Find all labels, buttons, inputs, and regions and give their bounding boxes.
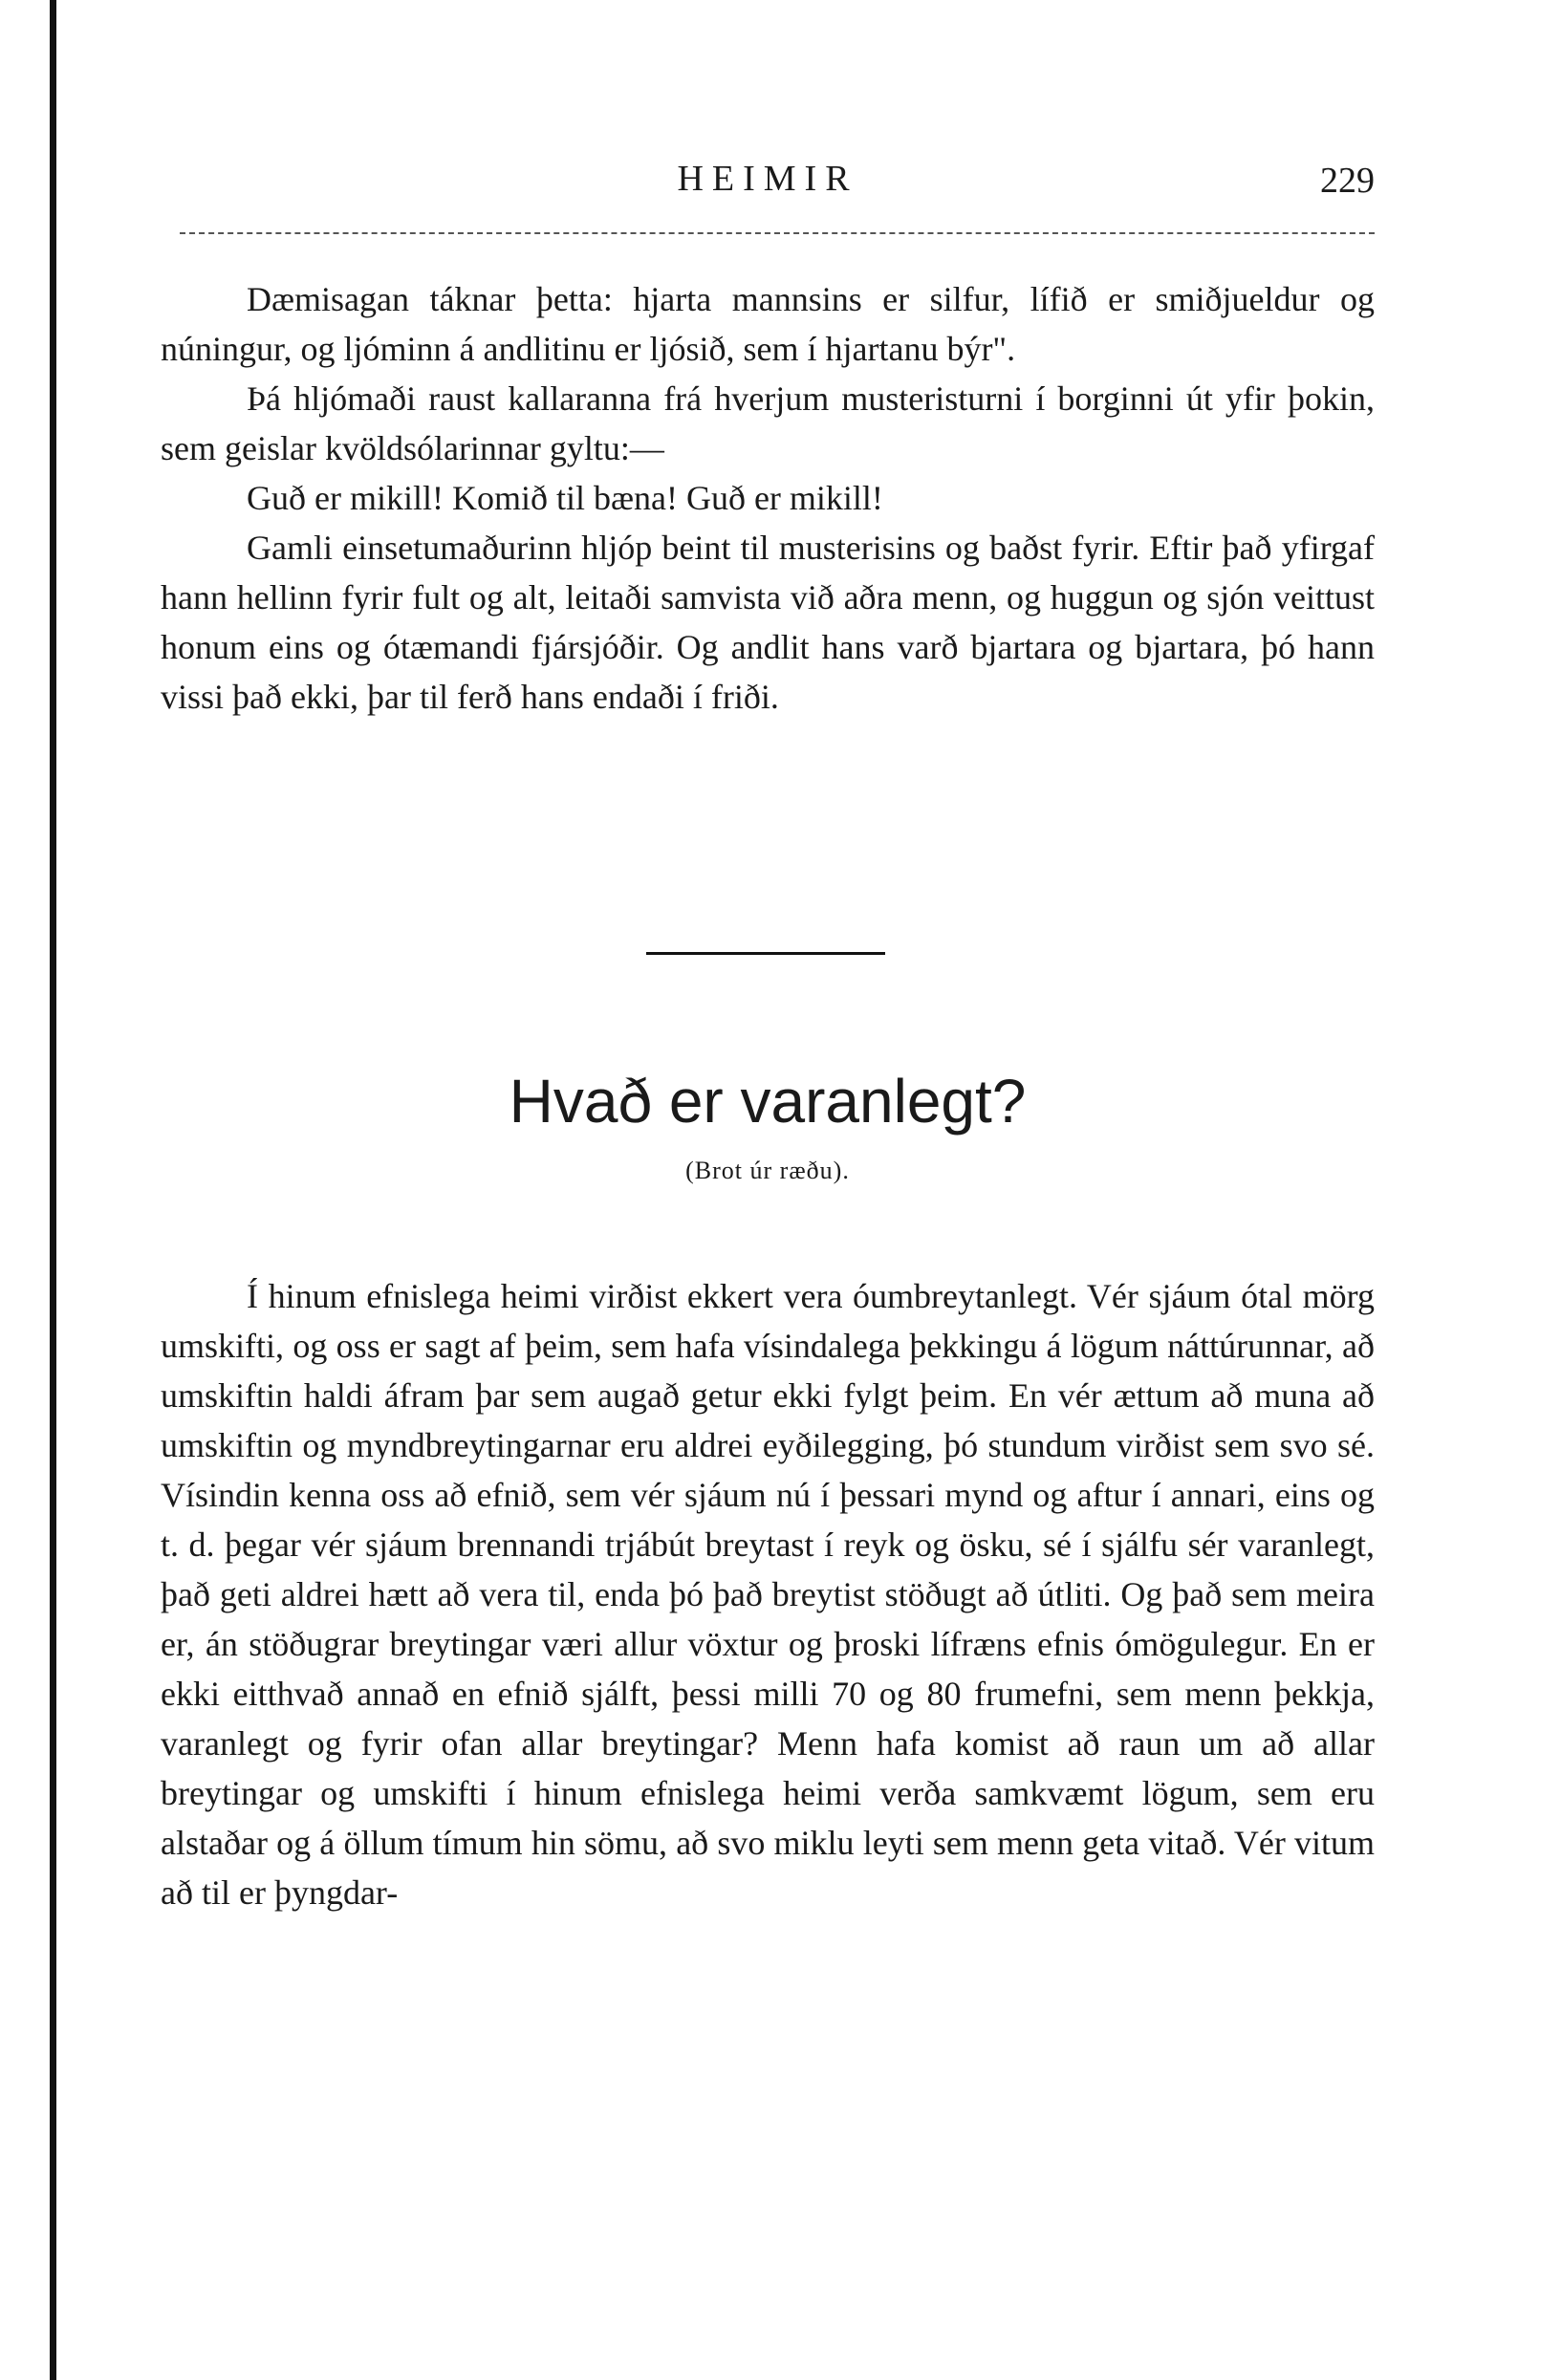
previous-article-ending (161, 274, 1375, 722)
paragraph: Guð er mikill! Komið til bæna! Guð er mikill! (247, 479, 883, 517)
running-title: HEIMIR (677, 159, 858, 199)
binding-edge (50, 0, 56, 2380)
article-body (161, 1271, 1375, 1917)
page-number: 229 (1320, 161, 1375, 201)
article-title: Hvað er varanlegt? (509, 1067, 1027, 1136)
paragraph: Þá hljómaði raust kallaranna frá hverjum musteristurni í borginni út yfir þokin, sem geislar kvöldsólarinnar gyltu:— (161, 379, 1375, 467)
article-subtitle: (Brot úr ræðu). (685, 1157, 850, 1184)
running-head (161, 158, 1375, 215)
header-rule (180, 232, 1375, 234)
paragraph: Dæmisagan táknar þetta: hjarta mannsins er silfur, lífið er smiðjueldur og núningur, og ljóminn á andlitinu er ljósið, sem í hjartanu býr". (161, 280, 1375, 368)
paragraph: Í hinum efnislega heimi virðist ekkert vera óumbreytanlegt. Vér sjáum ótal mörg umskifti, og oss er sagt af þeim, sem hafa vísindalega þekkingu á lögum náttúrunnar, að umskiftin haldi áfram þar sem augað getur ekki fylgt þeim. En vér ættum að muna að umskiftin og myndbreytingarnar eru aldrei eyðilegging, þó stundum virðist sem svo sé. Vísindin kenna oss að efnið, sem vér sjáum nú í þessari mynd og aftur í annari, eins og t. d. þegar vér sjáum brennandi trjábút breytast í reyk og ösku, sé í sjálfu sér varanlegt, það geti aldrei hætt að vera til, enda þó það breytist stöðugt að útliti. Og það sem meira er, án stöðugrar breytingar væri allur vöxtur og þroski lífræns efnis ómögulegur. En er ekki eitthvað annað en efnið sjálft, þessi milli 70 og 80 frumefni, sem menn þekkja, varanlegt og fyrir ofan allar breytingar? Menn hafa komist að raun um að allar breytingar og umskifti í hinum efnislega heimi verða samkvæmt lögum, sem eru alstaðar og á öllum tímum hin sömu, að svo miklu leyti sem menn geta vitað. Vér vitum að til er þyngdar- (161, 1277, 1375, 1912)
paragraph: Gamli einsetumaðurinn hljóp beint til musterisins og baðst fyrir. Eftir það yfirgaf hann hellinn fyrir fult og alt, leitaði samvista við aðra menn, og huggun og sjón veittust honum eins og ótæmandi fjársjóðir. Og andlit hans varð bjartara og bjartara, þó hann vissi það ekki, þar til ferð hans endaði í friði. (161, 529, 1375, 716)
section-divider (646, 952, 885, 955)
